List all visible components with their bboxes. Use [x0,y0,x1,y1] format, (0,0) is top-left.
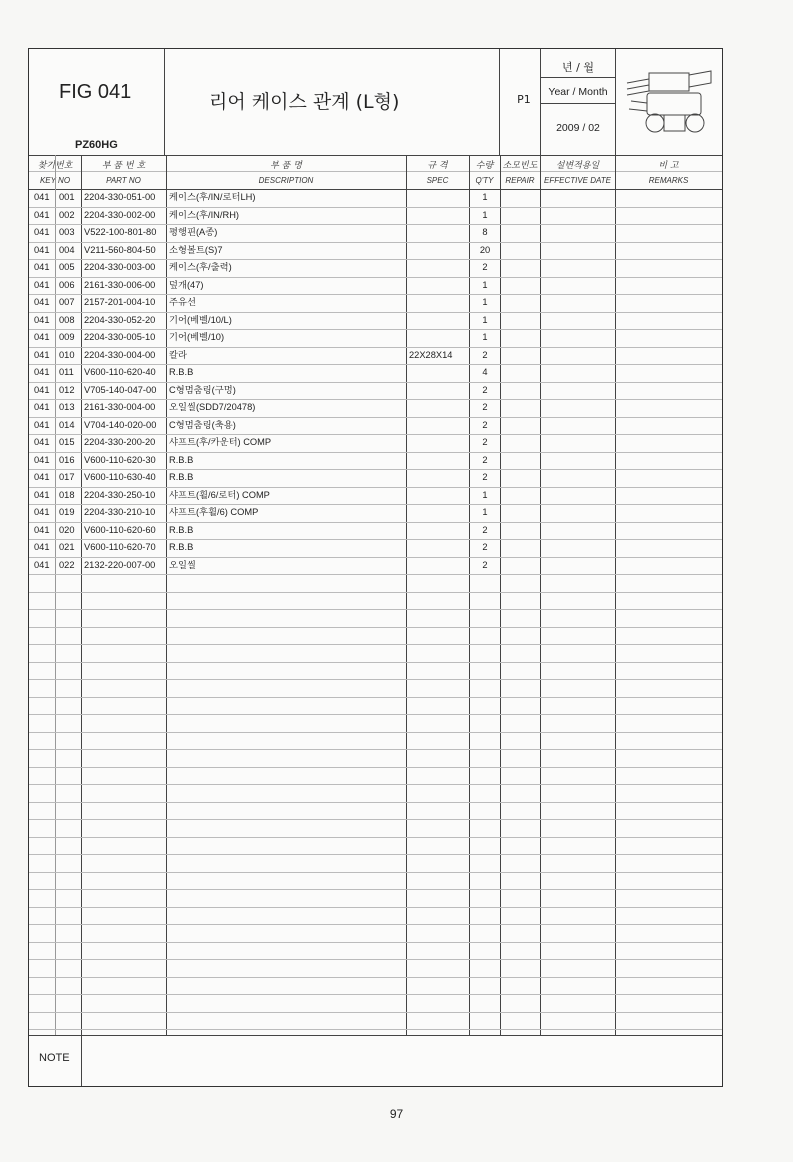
fig-number-cell: 041 [34,542,50,552]
part-no-cell: 2204-330-210-10 [84,507,156,517]
row-rule [29,1029,722,1030]
column-line [81,155,82,1035]
part-no-cell: 2161-330-006-00 [84,279,156,290]
fig-number-cell: 041 [34,524,50,535]
qty-cell: 2 [482,542,488,552]
description-cell: R.B.B [169,367,194,377]
fig-number-cell: 041 [34,489,50,500]
col-date-kr: 설변적용일 [555,161,600,171]
qty-cell: 1 [482,507,488,517]
key-no-cell: 006 [59,279,75,290]
col-repair-en: REPAIR [505,176,535,185]
part-no-cell: 2132-220-007-00 [84,559,156,570]
qty-cell: 1 [482,192,488,202]
row-rule [29,907,722,908]
key-no-cell: 001 [59,192,75,202]
row-rule [29,872,722,873]
fig-number: FIG 041 [59,81,132,103]
part-no-cell: V705-140-047-00 [84,384,157,395]
row-rule [29,697,722,698]
fig-number-cell: 041 [34,419,50,430]
qty-cell: 2 [482,524,488,535]
part-no-cell: 2204-330-004-00 [84,349,156,360]
col-desc-kr: 부 품 명 [270,161,302,171]
spec-cell: 22X28X14 [409,349,453,360]
column-line [55,155,56,1035]
qty-cell: 2 [482,384,488,395]
col-spec-en: SPEC [426,176,449,185]
key-no-cell: 003 [59,227,75,237]
year-month-en: Year / Month [548,86,608,98]
fig-number-cell: 041 [34,437,50,447]
qty-cell: 2 [482,437,488,447]
col-repair-kr: 소모빈도 [502,161,538,171]
col-spec-kr: 규 격 [427,161,448,171]
description-cell: 샤프트(후/카운터) COMP [169,437,272,447]
row-rule [29,889,722,890]
row-rule [29,959,722,960]
part-no-cell: 2204-330-005-10 [84,332,156,342]
year-month-value: 2009 / 02 [556,122,600,134]
qty-cell: 1 [482,332,488,342]
fig-number-cell: 041 [34,332,50,342]
col-key-kr: 찾기번호 [37,161,73,171]
rice-transplanter-icon [619,53,719,149]
qty-cell: 2 [482,559,488,570]
part-no-cell: 2204-330-003-00 [84,262,156,272]
fig-number-cell: 041 [34,507,50,517]
part-no-cell: 2204-330-250-10 [84,489,156,500]
description-cell: 케이스(후/IN/로터LH) [169,192,256,202]
part-no-cell: V600-110-620-40 [84,367,156,377]
table-top-rule [29,155,722,156]
fig-number-cell: 041 [34,402,50,412]
part-no-cell: 2161-330-004-00 [84,402,156,412]
key-no-cell: 005 [59,262,75,272]
col-remarks-kr: 비 고 [658,161,679,171]
description-cell: 소형볼트(S)7 [169,244,223,255]
model-name: PZ60HG [75,139,118,151]
part-no-cell: V704-140-020-00 [84,419,157,430]
part-no-cell: 2204-330-052-20 [84,314,156,325]
qty-cell: 1 [482,209,488,220]
page-number: 97 [389,1107,404,1121]
key-no-cell: 018 [59,489,75,500]
note-divider [81,1035,82,1086]
key-no-cell: 017 [59,472,75,482]
fig-number-cell: 041 [34,472,50,482]
fig-number-cell: 041 [34,349,50,360]
qty-cell: 2 [482,454,488,465]
description-cell: 기어(베벨/10/L) [169,314,232,325]
col-remarks-en: REMARKS [648,176,689,185]
part-no-cell: V600-110-630-40 [84,472,156,482]
key-no-cell: 010 [59,349,75,360]
qty-cell: 2 [482,419,488,430]
description-cell: 기어(베벨/10) [169,332,225,342]
fig-number-cell: 041 [34,297,50,307]
qty-cell: 1 [482,489,488,500]
row-rule [29,977,722,978]
description-cell: 케이스(후/출력) [169,262,232,272]
description-cell: R.B.B [169,524,194,535]
col-date-en: EFFECTIVE DATE [544,176,611,185]
description-cell: 평행핀(A종) [169,227,218,237]
description-cell: 덮개(47) [169,279,204,290]
description-cell: 오일씰(SDD7/20478) [169,402,256,412]
key-no-cell: 022 [59,559,75,570]
qty-cell: 8 [482,227,488,237]
description-cell: 칼라 [169,349,187,360]
key-no-cell: 015 [59,437,75,447]
key-no-cell: 016 [59,454,75,465]
page-label: P1 [517,93,531,106]
column-line [615,155,616,1035]
key-no-cell: 004 [59,244,75,255]
header-divider [615,49,616,155]
key-no-cell: 014 [59,419,75,430]
description-cell: C형멈춤링(축용) [169,419,236,430]
row-rule [29,574,722,575]
description-cell: 오일씰 [169,559,196,570]
row-rule [29,942,722,943]
column-line [406,155,407,1035]
key-no-cell: 020 [59,524,75,535]
part-no-cell: V522-100-801-80 [84,227,157,237]
description-cell: R.B.B [169,454,194,465]
row-rule [29,854,722,855]
part-no-cell: 2157-201-004-10 [84,297,156,307]
row-rule [29,784,722,785]
row-rule [29,749,722,750]
col-qty-en: Q'TY [475,176,494,185]
description-cell: 케이스(후/IN/RH) [169,209,240,220]
row-rule [29,837,722,838]
description-cell: R.B.B [169,472,194,482]
row-rule [29,627,722,628]
fig-number-cell: 041 [34,314,50,325]
row-rule [29,592,722,593]
note-top-rule [29,1035,722,1036]
col-part-en: PART NO [106,176,141,185]
row-rule [29,802,722,803]
qty-cell: 2 [482,349,488,360]
header-divider [540,49,541,155]
row-rule [29,1012,722,1013]
column-line [500,155,501,1035]
key-no-cell: 013 [59,402,75,412]
year-month-kr: 년 / 월 [562,61,594,74]
fig-number-cell: 041 [34,559,50,570]
header-divider [499,49,500,155]
part-no-cell: 2204-330-200-20 [84,437,156,447]
key-no-cell: 008 [59,314,75,325]
key-no-cell: 019 [59,507,75,517]
header-rule [540,103,615,104]
key-no-cell: 007 [59,297,75,307]
row-rule [29,662,722,663]
column-line [166,155,167,1035]
key-no-cell: 012 [59,384,75,395]
qty-cell: 1 [482,279,488,290]
description-cell: C형멈춤링(구멍) [169,384,236,395]
row-rule [29,732,722,733]
part-no-cell: V600-110-620-60 [84,524,156,535]
fig-number-cell: 041 [34,454,50,465]
fig-number-cell: 041 [34,227,50,237]
header-rule [540,77,615,78]
qty-cell: 2 [482,262,488,272]
row-rule [29,819,722,820]
parts-list-sheet [28,48,723,1087]
fig-number-cell: 041 [34,262,50,272]
qty-cell: 2 [482,402,488,412]
fig-number-cell: 041 [34,244,50,255]
col-desc-en: DESCRIPTION [258,176,314,185]
row-rule [29,714,722,715]
column-line [540,155,541,1035]
key-no-cell: 021 [59,542,75,552]
key-no-cell: 009 [59,332,75,342]
part-no-cell: 2204-330-002-00 [84,209,156,220]
row-rule [29,767,722,768]
qty-cell: 1 [482,297,488,307]
fig-number-cell: 041 [34,384,50,395]
fig-number-cell: 041 [34,367,50,377]
row-rule [29,994,722,995]
fig-number-cell: 041 [34,192,50,202]
row-rule [29,644,722,645]
col-part-kr: 부 품 번 호 [101,161,146,171]
qty-cell: 2 [482,472,488,482]
part-no-cell: V600-110-620-70 [84,542,156,552]
qty-cell: 4 [482,367,488,377]
header-divider [164,49,165,155]
description-cell: 샤프트(후휠/6) COMP [169,507,259,517]
description-cell: 샤프트(휠/6/로터) COMP [169,489,270,500]
description-cell: 주유선 [169,297,196,307]
part-no-cell: 2204-330-051-00 [84,192,156,202]
qty-cell: 20 [479,244,491,255]
fig-number-cell: 041 [34,279,50,290]
qty-cell: 1 [482,314,488,325]
note-label: NOTE [39,1052,70,1064]
col-qty-kr: 수량 [475,161,494,171]
fig-number-cell: 041 [34,209,50,220]
page-title: 리어 케이스 관계 (L형) [209,91,400,113]
part-no-cell: V600-110-620-30 [84,454,156,465]
column-header-divider [29,171,722,172]
row-rule [29,924,722,925]
key-no-cell: 002 [59,209,75,220]
row-rule [29,679,722,680]
description-cell: R.B.B [169,542,194,552]
row-rule [29,609,722,610]
col-key-en: KEY NO [39,176,71,185]
key-no-cell: 011 [59,367,74,377]
part-no-cell: V211-560-804-50 [84,244,156,255]
